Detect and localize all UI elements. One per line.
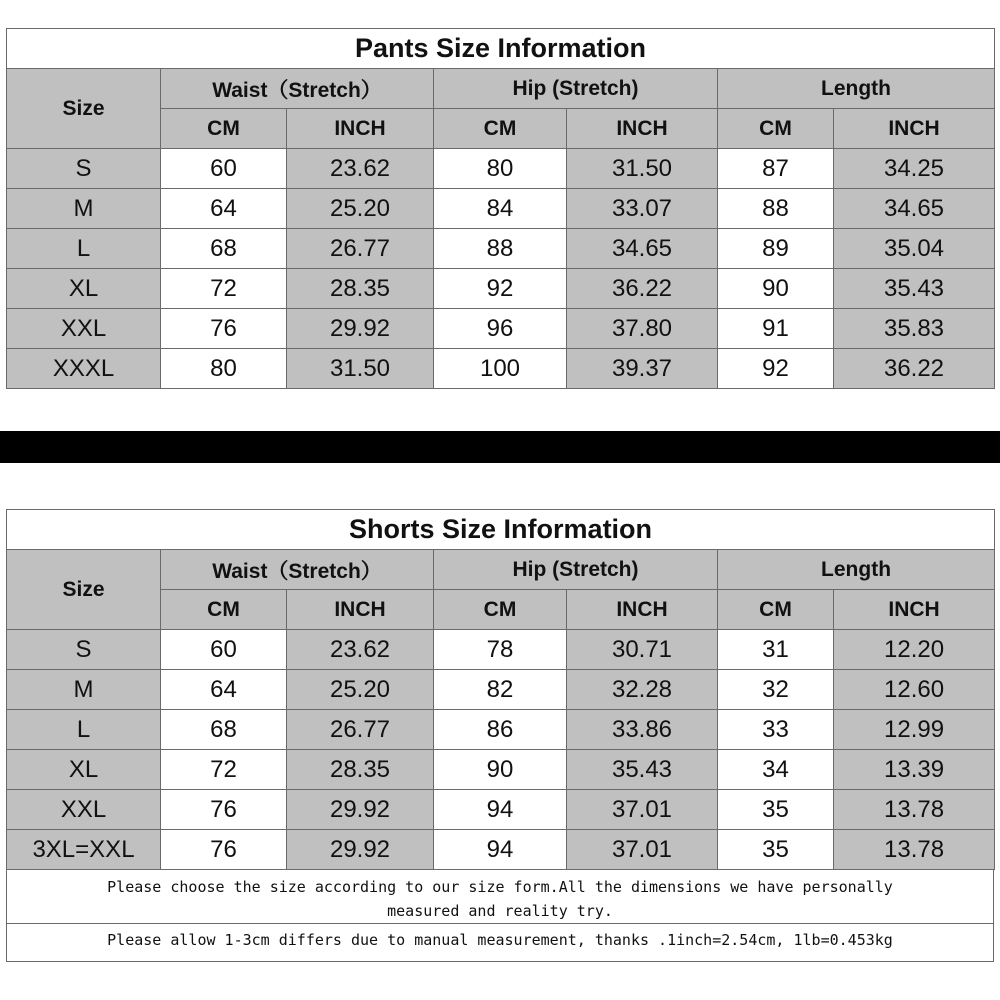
length-header: Length (718, 69, 995, 109)
table-row (7, 229, 995, 269)
size-cell: S (7, 149, 161, 189)
measurement-cell: 23.62 (287, 630, 434, 670)
size-cell: S (7, 630, 161, 670)
shorts-size-table (6, 509, 995, 870)
measurement-cell: 34.25 (834, 149, 995, 189)
measurement-cell: 31 (718, 630, 834, 670)
measurement-cell: 37.01 (567, 830, 718, 870)
hip-header: Hip (Stretch) (434, 550, 718, 590)
note-line: Please choose the size according to our size form.All the dimensions we have personally (107, 878, 893, 896)
measurement-cell: 29.92 (287, 830, 434, 870)
measurement-cell: 13.78 (834, 830, 995, 870)
section-divider (0, 431, 1000, 463)
waist-header: Waist（Stretch） (161, 69, 434, 109)
table-row (7, 710, 995, 750)
measurement-cell: 90 (434, 750, 567, 790)
table-row (7, 189, 995, 229)
measurement-cell: 12.20 (834, 630, 995, 670)
size-cell: XXL (7, 790, 161, 830)
measurement-cell: 25.20 (287, 189, 434, 229)
measurement-cell: 100 (434, 349, 567, 389)
measurement-cell: 23.62 (287, 149, 434, 189)
table-row (7, 750, 995, 790)
measurement-cell: 76 (161, 309, 287, 349)
measurement-cell: 88 (718, 189, 834, 229)
measurement-cell: 36.22 (567, 269, 718, 309)
unit-header: INCH (287, 590, 434, 630)
measurement-cell: 12.60 (834, 670, 995, 710)
size-cell: L (7, 710, 161, 750)
measurement-cell: 28.35 (287, 750, 434, 790)
unit-header: CM (434, 109, 567, 149)
table-row (7, 830, 995, 870)
measurement-cell: 35.04 (834, 229, 995, 269)
measurement-cell: 60 (161, 630, 287, 670)
measurement-cell: 91 (718, 309, 834, 349)
measurement-cell: 35 (718, 830, 834, 870)
size-cell: 3XL=XXL (7, 830, 161, 870)
size-cell: XXL (7, 309, 161, 349)
shorts-title: Shorts Size Information (7, 510, 995, 550)
hip-header: Hip (Stretch) (434, 69, 718, 109)
unit-header: CM (161, 109, 287, 149)
table-row (7, 349, 995, 389)
measurement-cell: 30.71 (567, 630, 718, 670)
measurement-cell: 33.07 (567, 189, 718, 229)
unit-header: CM (161, 590, 287, 630)
note-allowance: Please allow 1-3cm differs due to manual measurement, thanks .1inch=2.54cm, 1lb=0.453kg (107, 931, 893, 949)
size-notes (6, 870, 994, 962)
measurement-cell: 35.83 (834, 309, 995, 349)
measurement-cell: 32 (718, 670, 834, 710)
measurement-cell: 87 (718, 149, 834, 189)
measurement-cell: 32.28 (567, 670, 718, 710)
unit-header: CM (434, 590, 567, 630)
size-cell: M (7, 670, 161, 710)
measurement-cell: 13.78 (834, 790, 995, 830)
measurement-cell: 80 (161, 349, 287, 389)
measurement-cell: 92 (718, 349, 834, 389)
waist-header: Waist（Stretch） (161, 550, 434, 590)
measurement-cell: 35.43 (834, 269, 995, 309)
measurement-cell: 89 (718, 229, 834, 269)
measurement-cell: 28.35 (287, 269, 434, 309)
measurement-cell: 90 (718, 269, 834, 309)
table-row (7, 149, 995, 189)
measurement-cell: 31.50 (287, 349, 434, 389)
unit-header: INCH (834, 109, 995, 149)
measurement-cell: 94 (434, 790, 567, 830)
measurement-cell: 35 (718, 790, 834, 830)
unit-header: INCH (834, 590, 995, 630)
measurement-cell: 72 (161, 269, 287, 309)
size-cell: XL (7, 269, 161, 309)
measurement-cell: 80 (434, 149, 567, 189)
measurement-cell: 82 (434, 670, 567, 710)
note-choose-size (7, 870, 993, 924)
measurement-cell: 92 (434, 269, 567, 309)
measurement-cell: 34.65 (567, 229, 718, 269)
measurement-cell: 37.80 (567, 309, 718, 349)
measurement-cell: 26.77 (287, 710, 434, 750)
measurement-cell: 29.92 (287, 790, 434, 830)
measurement-cell: 35.43 (567, 750, 718, 790)
size-cell: XXXL (7, 349, 161, 389)
measurement-cell: 76 (161, 830, 287, 870)
measurement-cell: 26.77 (287, 229, 434, 269)
measurement-cell: 86 (434, 710, 567, 750)
measurement-cell: 72 (161, 750, 287, 790)
measurement-cell: 37.01 (567, 790, 718, 830)
size-cell: L (7, 229, 161, 269)
measurement-cell: 12.99 (834, 710, 995, 750)
measurement-cell: 33.86 (567, 710, 718, 750)
unit-header: INCH (567, 590, 718, 630)
measurement-cell: 39.37 (567, 349, 718, 389)
table-row (7, 630, 995, 670)
unit-header: INCH (287, 109, 434, 149)
measurement-cell: 84 (434, 189, 567, 229)
pants-size-table (6, 28, 995, 389)
measurement-cell: 34 (718, 750, 834, 790)
measurement-cell: 64 (161, 189, 287, 229)
table-row (7, 670, 995, 710)
measurement-cell: 94 (434, 830, 567, 870)
measurement-cell: 36.22 (834, 349, 995, 389)
measurement-cell: 68 (161, 710, 287, 750)
measurement-cell: 34.65 (834, 189, 995, 229)
pants-title: Pants Size Information (7, 29, 995, 69)
measurement-cell: 31.50 (567, 149, 718, 189)
size-header: Size (7, 550, 161, 630)
unit-header: CM (718, 109, 834, 149)
measurement-cell: 64 (161, 670, 287, 710)
table-row (7, 790, 995, 830)
measurement-cell: 60 (161, 149, 287, 189)
note-line: measured and reality try. (387, 902, 613, 920)
measurement-cell: 25.20 (287, 670, 434, 710)
measurement-cell: 88 (434, 229, 567, 269)
size-cell: XL (7, 750, 161, 790)
table-row (7, 269, 995, 309)
unit-header: INCH (567, 109, 718, 149)
measurement-cell: 96 (434, 309, 567, 349)
measurement-cell: 68 (161, 229, 287, 269)
measurement-cell: 29.92 (287, 309, 434, 349)
table-row (7, 309, 995, 349)
measurement-cell: 76 (161, 790, 287, 830)
measurement-cell: 13.39 (834, 750, 995, 790)
size-cell: M (7, 189, 161, 229)
unit-header: CM (718, 590, 834, 630)
length-header: Length (718, 550, 995, 590)
measurement-cell: 33 (718, 710, 834, 750)
size-header: Size (7, 69, 161, 149)
measurement-cell: 78 (434, 630, 567, 670)
